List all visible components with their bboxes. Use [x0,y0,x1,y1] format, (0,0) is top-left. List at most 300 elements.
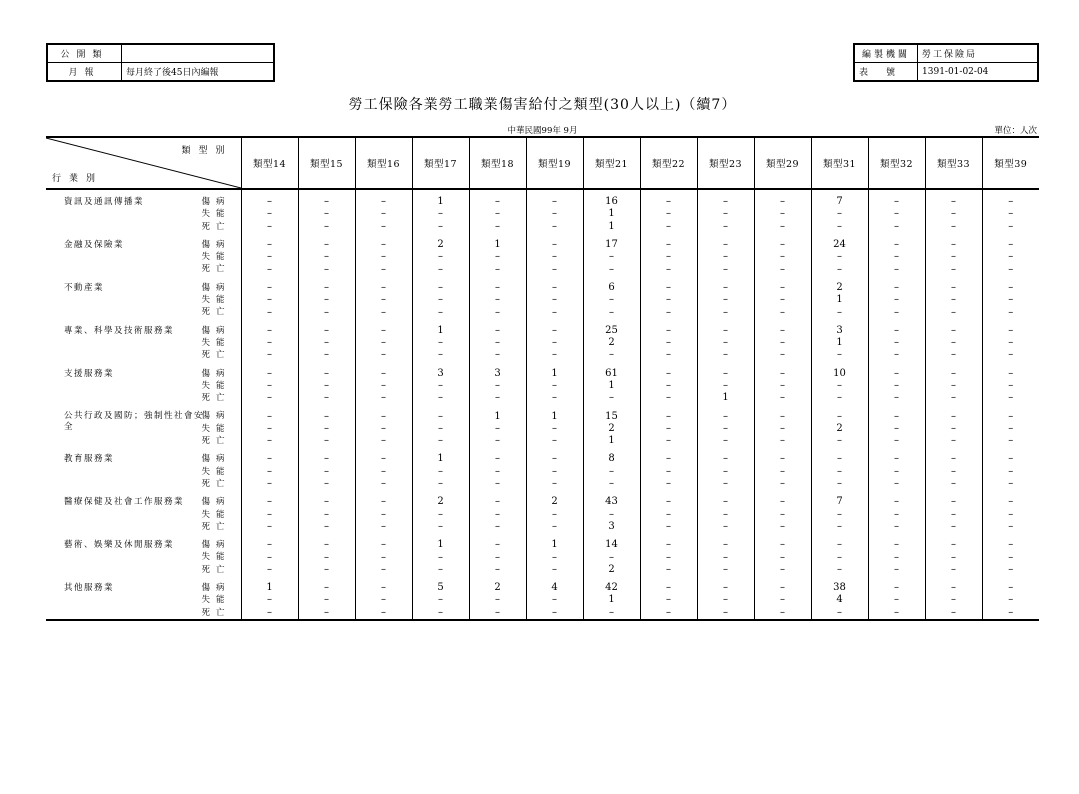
value-cell: – [412,221,469,233]
value-cell: – [925,453,982,465]
value-cell: – [241,380,298,392]
column-header: 類型16 [355,137,412,189]
value-cell: – [241,551,298,563]
value-cell: – [697,337,754,349]
value-cell: – [811,221,868,233]
value-cell: – [412,282,469,294]
value-cell: – [982,306,1039,318]
value-cell: – [469,564,526,576]
value-cell: – [355,466,412,478]
compiling-agency-label: 編製機關 [854,44,918,63]
value-cell: – [241,282,298,294]
value-cell: – [355,239,412,251]
value-cell: – [526,551,583,563]
value-cell: – [925,551,982,563]
value-cell: – [868,496,925,508]
value-cell: 1 [412,453,469,465]
status-label: 傷病 [201,239,231,250]
value-cell: – [412,551,469,563]
value-cell: – [469,594,526,606]
value-cell: 7 [811,496,868,508]
value-cell: – [982,294,1039,306]
value-cell: – [412,594,469,606]
value-cell: – [697,496,754,508]
value-cell: – [640,509,697,521]
value-cell: – [241,466,298,478]
value-cell: – [982,594,1039,606]
value-cell: 15 [583,410,640,422]
value-cell: – [298,349,355,361]
value-cell: – [526,607,583,620]
value-cell: – [697,410,754,422]
industry-name: 其他服務業 [64,583,115,594]
value-cell: – [640,239,697,251]
value-cell: – [868,478,925,490]
page-title: 勞工保險各業勞工職業傷害給付之類型(30人以上)（續7） [348,97,737,113]
status-label: 死亡 [201,221,231,232]
value-cell: – [982,263,1039,275]
value-cell: – [355,564,412,576]
value-cell: – [925,521,982,533]
value-cell: 4 [811,594,868,606]
value-cell: – [412,410,469,422]
column-header: 類型19 [526,137,583,189]
value-cell: – [868,380,925,392]
value-cell: – [298,496,355,508]
value-cell: – [355,221,412,233]
value-cell: – [241,392,298,404]
table-row [46,337,1039,349]
value-cell: – [982,282,1039,294]
value-cell: – [298,306,355,318]
value-cell: – [355,251,412,263]
value-cell: – [526,521,583,533]
value-cell: – [241,306,298,318]
table-row [46,294,1039,306]
value-cell: – [469,466,526,478]
table-row [46,564,1039,576]
value-cell: – [754,306,811,318]
value-cell: – [868,294,925,306]
value-cell: – [925,466,982,478]
value-cell: – [241,263,298,275]
column-header: 類型32 [868,137,925,189]
industry-name: 支援服務業 [64,368,115,379]
value-cell: – [298,337,355,349]
value-cell: – [640,423,697,435]
value-cell: – [925,509,982,521]
value-cell: – [583,349,640,361]
value-cell: – [925,263,982,275]
value-cell: – [412,478,469,490]
value-cell: – [526,564,583,576]
value-cell: – [754,582,811,594]
value-cell: – [412,337,469,349]
value-cell: – [526,349,583,361]
value-cell: – [868,521,925,533]
status-label: 失能 [201,295,231,306]
status-label: 失能 [201,595,231,606]
value-cell: – [697,453,754,465]
value-cell: – [982,208,1039,220]
table-row [46,239,1039,251]
industry-name: 資訊及通訊傳播業 [64,197,145,207]
value-cell: – [583,294,640,306]
value-cell: – [697,349,754,361]
value-cell: – [811,435,868,447]
value-cell: – [355,582,412,594]
value-cell: – [754,349,811,361]
value-cell: – [355,410,412,422]
value-cell: – [697,306,754,318]
value-cell: – [469,325,526,337]
value-cell: – [982,325,1039,337]
value-cell: – [526,196,583,208]
value-cell: – [811,263,868,275]
value-cell: – [526,435,583,447]
industry-name: 不動產業 [64,282,105,293]
value-cell: – [241,539,298,551]
value-cell: – [355,349,412,361]
value-cell: – [868,564,925,576]
value-cell: – [697,294,754,306]
value-cell: – [469,551,526,563]
value-cell: – [241,453,298,465]
value-cell: – [811,453,868,465]
value-cell: 1 [412,196,469,208]
value-cell: 3 [412,368,469,380]
value-cell: – [697,208,754,220]
value-cell: – [412,349,469,361]
value-cell: – [811,539,868,551]
value-cell: 1 [583,594,640,606]
value-cell: 2 [526,496,583,508]
value-cell: – [925,325,982,337]
value-cell: – [640,337,697,349]
compiling-agency-value: 勞工保險局 [918,44,1038,63]
value-cell: – [526,282,583,294]
status-label: 失能 [201,252,231,263]
value-cell: – [754,564,811,576]
value-cell: – [355,196,412,208]
value-cell: – [469,263,526,275]
value-cell: – [241,496,298,508]
table-row [46,551,1039,563]
value-cell: – [241,435,298,447]
value-cell: – [982,509,1039,521]
value-cell: – [355,435,412,447]
value-cell: 1 [469,410,526,422]
value-cell: – [241,221,298,233]
value-cell: – [355,423,412,435]
value-cell: – [640,263,697,275]
industry-name: 公共行政及國防；強制性社會安全 [64,411,205,433]
value-cell: – [412,294,469,306]
value-cell: – [925,423,982,435]
value-cell: – [754,263,811,275]
value-cell: – [355,392,412,404]
value-cell: – [298,521,355,533]
value-cell: – [298,435,355,447]
value-cell: 1 [583,208,640,220]
value-cell: – [754,594,811,606]
value-cell: 1 [583,435,640,447]
value-cell: – [982,607,1039,620]
value-cell: – [640,539,697,551]
header-left-box [46,43,275,82]
value-cell: – [583,466,640,478]
value-cell: – [754,478,811,490]
value-cell: – [355,380,412,392]
value-cell: – [412,251,469,263]
value-cell: – [640,368,697,380]
table-row [46,496,1039,508]
value-cell: – [925,380,982,392]
value-cell: – [583,306,640,318]
value-cell: – [868,337,925,349]
value-cell: – [298,509,355,521]
value-cell: 14 [583,539,640,551]
value-cell: – [355,294,412,306]
value-cell: – [754,239,811,251]
value-cell: – [754,607,811,620]
value-cell: – [298,368,355,380]
value-cell: – [697,466,754,478]
value-cell: – [469,349,526,361]
value-cell: – [925,435,982,447]
value-cell: – [640,196,697,208]
value-cell: – [355,594,412,606]
value-cell: 8 [583,453,640,465]
value-cell: – [925,208,982,220]
corner-header [46,137,241,189]
status-label: 失能 [201,337,231,348]
unit-label: 單位：人次 [994,126,1037,136]
value-cell: – [982,410,1039,422]
industry-name: 教育服務業 [64,454,115,465]
table-row [46,282,1039,294]
table-row [46,221,1039,233]
value-cell: – [469,478,526,490]
value-cell: – [298,607,355,620]
value-cell: – [241,239,298,251]
table-row [46,423,1039,435]
value-cell: – [697,239,754,251]
value-cell: – [754,435,811,447]
value-cell: 25 [583,325,640,337]
value-cell: – [298,221,355,233]
value-cell: – [583,551,640,563]
value-cell: – [925,392,982,404]
value-cell: – [469,337,526,349]
status-label: 失能 [201,380,231,391]
value-cell: 1 [241,582,298,594]
value-cell: – [868,423,925,435]
table-row [46,410,1039,422]
value-cell: – [526,423,583,435]
value-cell: – [526,466,583,478]
value-cell: – [982,251,1039,263]
value-cell: – [697,282,754,294]
value-cell: – [982,551,1039,563]
value-cell: – [241,368,298,380]
status-label: 失能 [201,209,231,220]
value-cell: – [298,410,355,422]
value-cell: – [868,368,925,380]
column-header: 類型29 [754,137,811,189]
value-cell: – [526,509,583,521]
value-cell: – [526,478,583,490]
value-cell: – [811,380,868,392]
value-cell: – [241,521,298,533]
value-cell: – [754,282,811,294]
status-label: 失能 [201,552,231,563]
value-cell: – [298,294,355,306]
value-cell: – [868,435,925,447]
value-cell: 5 [412,582,469,594]
value-cell: – [469,282,526,294]
value-cell: – [925,221,982,233]
value-cell: – [754,521,811,533]
value-cell: – [811,251,868,263]
value-cell: – [982,239,1039,251]
value-cell: – [640,594,697,606]
value-cell: – [697,196,754,208]
value-cell: – [412,509,469,521]
value-cell: – [241,251,298,263]
value-cell: – [241,423,298,435]
value-cell: – [811,466,868,478]
value-cell: – [868,594,925,606]
value-cell: – [298,239,355,251]
corner-top-label: 類型別 [181,146,233,156]
value-cell: – [982,392,1039,404]
table-row [46,306,1039,318]
value-cell: – [298,263,355,275]
column-header: 類型22 [640,137,697,189]
report-deadline: 每月終了後45日內編報 [122,63,275,82]
table-number-label: 表號 [854,63,918,82]
value-cell: – [298,466,355,478]
value-cell: – [640,410,697,422]
value-cell: – [697,539,754,551]
value-cell: 2 [811,423,868,435]
value-cell: – [697,564,754,576]
value-cell: – [754,368,811,380]
value-cell: – [640,251,697,263]
value-cell: – [355,521,412,533]
value-cell: 38 [811,582,868,594]
value-cell: 61 [583,368,640,380]
value-cell: – [355,551,412,563]
column-header: 類型33 [925,137,982,189]
value-cell: – [697,509,754,521]
value-cell: – [298,423,355,435]
status-label: 失能 [201,509,231,520]
value-cell: – [640,453,697,465]
value-cell: – [526,294,583,306]
value-cell: – [469,453,526,465]
value-cell: – [811,521,868,533]
value-cell: – [526,208,583,220]
value-cell: – [925,282,982,294]
table-row [46,380,1039,392]
value-cell: 42 [583,582,640,594]
report-date: 中華民國99年 9月 [507,126,578,136]
value-cell: – [583,392,640,404]
value-cell: – [526,263,583,275]
value-cell: – [754,539,811,551]
value-cell: – [640,325,697,337]
value-cell: – [868,325,925,337]
status-label: 傷病 [201,454,231,465]
table-row [46,196,1039,208]
value-cell: – [697,521,754,533]
status-label: 死亡 [201,436,231,447]
status-label: 死亡 [201,307,231,318]
value-cell: – [697,551,754,563]
column-header: 類型31 [811,137,868,189]
value-cell: – [982,521,1039,533]
value-cell: 3 [469,368,526,380]
value-cell: – [298,196,355,208]
value-cell: – [298,582,355,594]
table-row [46,509,1039,521]
value-cell: – [298,478,355,490]
value-cell: – [355,478,412,490]
value-cell: 1 [526,368,583,380]
value-cell: – [697,251,754,263]
value-cell: 1 [526,410,583,422]
value-cell: 16 [583,196,640,208]
value-cell: – [355,496,412,508]
value-cell: – [526,392,583,404]
value-cell: – [640,294,697,306]
value-cell: – [469,496,526,508]
value-cell: – [868,607,925,620]
value-cell: – [583,509,640,521]
value-cell: – [868,208,925,220]
status-label: 傷病 [201,583,231,594]
value-cell: – [412,521,469,533]
public-category-label: 公開類 [47,44,122,63]
table-row [46,435,1039,447]
value-cell: 7 [811,196,868,208]
status-label: 死亡 [201,264,231,275]
value-cell: – [811,392,868,404]
value-cell: – [355,325,412,337]
column-header: 類型15 [298,137,355,189]
table-row [46,478,1039,490]
value-cell: 1 [811,294,868,306]
value-cell: – [925,594,982,606]
value-cell: – [640,521,697,533]
value-cell: – [811,478,868,490]
value-cell: – [526,221,583,233]
value-cell: – [241,325,298,337]
value-cell: – [640,306,697,318]
value-cell: – [469,208,526,220]
table-row [46,607,1039,620]
value-cell: 1 [583,221,640,233]
value-cell: – [526,239,583,251]
value-cell: 2 [583,423,640,435]
value-cell: – [925,582,982,594]
value-cell: – [925,539,982,551]
value-cell: – [754,392,811,404]
value-cell: 2 [412,496,469,508]
value-cell: – [241,564,298,576]
